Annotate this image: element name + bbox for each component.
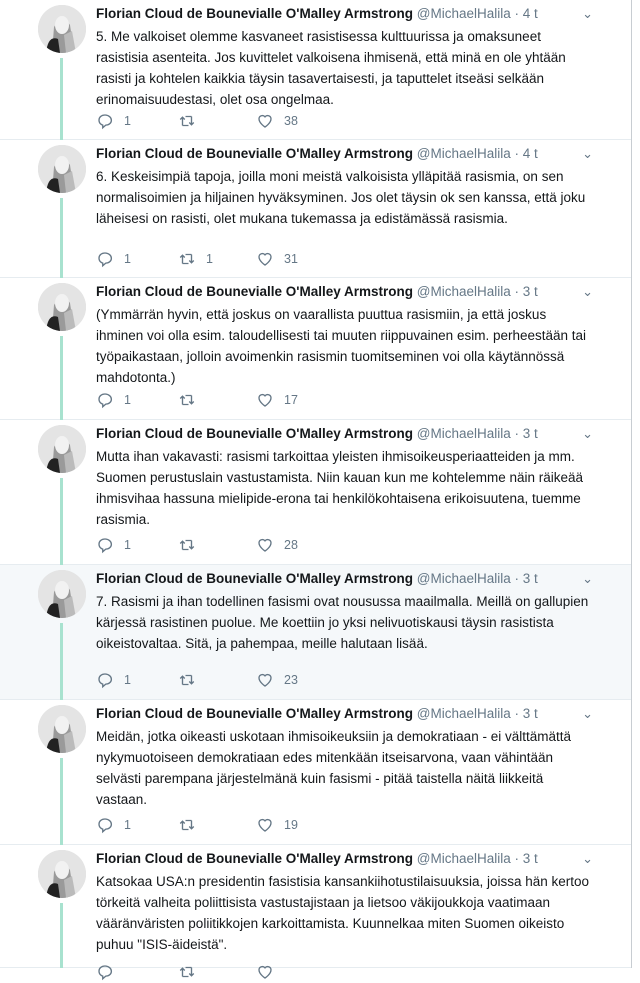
reply-button[interactable] [96,963,124,981]
like-count: 17 [284,393,298,407]
avatar[interactable] [38,570,86,618]
retweet-button[interactable] [178,536,206,554]
reply-icon [96,671,114,689]
reply-icon [96,536,114,554]
tweet-text: 7. Rasismi ja ihan todellinen fasismi ovat nousussa maailmalla. Meillä on gallupien kärjessä rasistinen puolue. Me koettiin jo yksi nelivuotiskausi täysin rasistista oikeistovaltaa. Sitä, ja pahempaa, meille halutaan lisää. [96,594,589,651]
author-name[interactable]: Florian Cloud de Bounevialle O'Malley Armstrong [96,284,414,299]
retweet-icon [178,963,196,981]
thread-line [60,758,63,845]
like-count: 28 [284,538,298,552]
chevron-down-icon[interactable]: ⌄ [582,284,593,299]
heart-icon [256,250,274,268]
reply-button[interactable] [96,250,131,268]
author-handle[interactable]: @MichaelHalila [416,851,511,866]
retweet-button[interactable] [178,112,206,130]
tweet-text: Mutta ihan vakavasti: rasismi tarkoittaa yleisten ihmisoikeusperiaatteiden ja mm. Suomen perustuslain vastustamista. Niin kauan kun me kohtelemme näin räikeää ihmisvihaa hassuna mielipide-erona tai henkilökohtaisena erikoisuutena, tuemme rasismia. [96,449,584,527]
reply-count: 1 [124,114,131,128]
avatar[interactable] [38,5,86,53]
author-handle[interactable]: @MichaelHalila [416,146,511,161]
reply-count: 1 [124,538,131,552]
reply-button[interactable] [96,816,131,834]
tweet-time[interactable]: · 3 t [514,706,538,721]
thread-line [60,198,63,278]
reply-button[interactable] [96,671,131,689]
tweet-time[interactable]: · 3 t [514,851,538,866]
like-count: 23 [284,673,298,687]
reply-count: 1 [124,252,131,266]
retweet-icon [178,250,196,268]
like-button[interactable] [256,671,298,689]
reply-button[interactable] [96,112,131,130]
tweet-time[interactable]: · 4 t [514,6,538,21]
chevron-down-icon[interactable]: ⌄ [582,426,593,441]
chevron-down-icon[interactable]: ⌄ [582,851,593,866]
author-handle[interactable]: @MichaelHalila [416,6,511,21]
like-button[interactable] [256,963,284,981]
author-handle[interactable]: @MichaelHalila [416,426,511,441]
tweet-time[interactable]: · 4 t [514,146,538,161]
heart-icon [256,112,274,130]
author-handle[interactable]: @MichaelHalila [416,571,511,586]
like-button[interactable] [256,250,298,268]
tweet-text: 6. Keskeisimpiä tapoja, joilla moni meistä valkoisista ylläpitää rasismia, on sen normalisoimien ja hiljainen hyväksyminen. Jos olet täysin ok sen kanssa, että joku läheisesi on rasisti, olet mukana tukemassa ja edistämässä rasismia. [96,169,586,226]
author-name[interactable]: Florian Cloud de Bounevialle O'Malley Armstrong [96,426,414,441]
author-handle[interactable]: @MichaelHalila [416,284,511,299]
retweet-icon [178,816,196,834]
reply-count: 1 [124,393,131,407]
thread-line [60,336,63,420]
author-name[interactable]: Florian Cloud de Bounevialle O'Malley Armstrong [96,146,414,161]
retweet-icon [178,391,196,409]
retweet-button[interactable] [178,671,206,689]
heart-icon [256,391,274,409]
chevron-down-icon[interactable]: ⌄ [582,706,593,721]
author-name[interactable]: Florian Cloud de Bounevialle O'Malley Armstrong [96,851,414,866]
thread-line [60,58,63,140]
tweet[interactable] [0,845,631,968]
like-button[interactable] [256,536,298,554]
retweet-button[interactable] [178,816,206,834]
thread-line [60,903,63,968]
author-handle[interactable]: @MichaelHalila [416,706,511,721]
tweet-text: Katsokaa USA:n presidentin fasistisia kansankiihotustilaisuuksia, joissa hän kertoo törkeitä valheita poliittisista vastustajistaan ja lietsoo väkijoukkoja vaatimaan vääränväristen poliitikkojen karkoittamista. Kuunnelkaa miten Suomen oikeisto puhuu "ISIS-äideistä". [96,874,590,952]
reply-count: 1 [124,818,131,832]
reply-button[interactable] [96,391,131,409]
like-count: 38 [284,114,298,128]
avatar[interactable] [38,283,86,331]
like-count: 19 [284,818,298,832]
tweet[interactable] [0,565,631,700]
avatar[interactable] [38,425,86,473]
author-name[interactable]: Florian Cloud de Bounevialle O'Malley Armstrong [96,6,414,21]
heart-icon [256,671,274,689]
avatar[interactable] [38,850,86,898]
author-name[interactable]: Florian Cloud de Bounevialle O'Malley Armstrong [96,706,414,721]
retweet-count: 1 [206,252,213,266]
retweet-icon [178,536,196,554]
tweet-text: 5. Me valkoiset olemme kasvaneet rasistisessa kulttuurissa ja omaksuneet rasistisia asenteita. Jos kuvittelet valkoisena ihmisenä, että minä en ole yhtään rasisti ja kohtelen kaikkia täysin tasavertaisesti, ja taputtelet itseäsi selkään erinomaisuudestasi, olet osa ongelmaa. [96,29,566,107]
tweet[interactable] [0,278,631,420]
tweet-time[interactable]: · 3 t [514,571,538,586]
tweet-text: (Ymmärrän hyvin, että joskus on vaarallista puuttua rasismiin, ja että joskus ihminen voi olla esim. taloudellisesti tai muuten riippuvainen esim. perheestään tai työpaikastaan, jolloin avoimenkin rasismin tuomitseminen voi olla käytännössä mahdotonta.) [96,307,587,385]
like-button[interactable] [256,816,298,834]
reply-icon [96,250,114,268]
heart-icon [256,963,274,981]
retweet-button[interactable] [178,250,213,268]
reply-icon [96,963,114,981]
chevron-down-icon[interactable]: ⌄ [582,146,593,161]
tweet[interactable] [0,700,631,845]
reply-icon [96,391,114,409]
chevron-down-icon[interactable]: ⌄ [582,6,593,21]
like-button[interactable] [256,391,298,409]
reply-icon [96,112,114,130]
thread-line [60,478,63,565]
retweet-icon [178,112,196,130]
avatar[interactable] [38,145,86,193]
tweet-time[interactable]: · 3 t [514,426,538,441]
tweet-time[interactable]: · 3 t [514,284,538,299]
heart-icon [256,536,274,554]
retweet-button[interactable] [178,963,206,981]
author-name[interactable]: Florian Cloud de Bounevialle O'Malley Armstrong [96,571,414,586]
retweet-icon [178,671,196,689]
avatar[interactable] [38,705,86,753]
reply-button[interactable] [96,536,131,554]
tweet[interactable] [0,420,631,565]
tweet[interactable] [0,140,631,278]
heart-icon [256,816,274,834]
scrollbar-edge [631,0,632,968]
chevron-down-icon[interactable]: ⌄ [582,571,593,586]
retweet-button[interactable] [178,391,206,409]
like-button[interactable] [256,112,298,130]
like-count: 31 [284,252,298,266]
reply-count: 1 [124,673,131,687]
tweet[interactable] [0,0,631,140]
reply-icon [96,816,114,834]
tweet-text: Meidän, jotka oikeasti uskotaan ihmisoikeuksiin ja demokratiaan - ei välttämättä nykymuotoiseen demokratiaan edes mitenkään itseisarvona, vaan vähintään selvästi parempana järjestelmänä kuin fasismi - pitää taistella näitä liikkeitä vastaan. [96,729,571,807]
thread-line [60,623,63,700]
